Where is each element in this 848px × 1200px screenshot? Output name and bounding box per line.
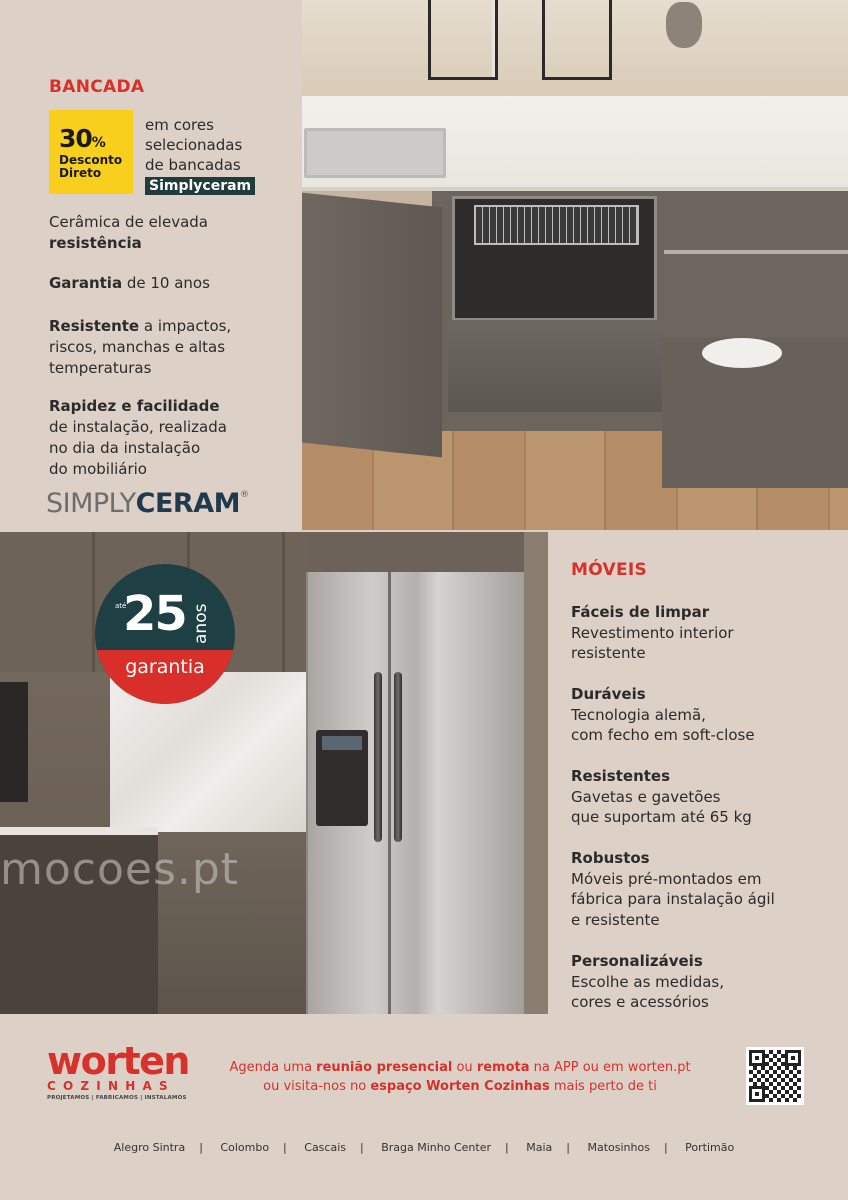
kitchen-fridge-photo — [0, 532, 548, 1014]
worten-logo[interactable]: worten — [47, 1039, 189, 1083]
promo-text: em cores selecionadas de bancadas Simplyceram — [145, 115, 255, 195]
store-list: Alegro Sintra | Colombo | Cascais | Braga Minho Center | Maia | Matosinhos | Portimão — [113, 1141, 735, 1154]
warranty-label: garantia — [125, 656, 205, 678]
feature-resistant: Resistente a impactos, riscos, manchas e altas temperaturas — [49, 317, 232, 377]
moveis-item-durable: Duráveis Tecnologia alemã, com fecho em soft-close — [571, 685, 755, 744]
moveis-item-customizable: Personalizáveis Escolhe as medidas, cores e acessórios — [571, 952, 724, 1011]
store-portimao: Portimão — [685, 1141, 735, 1154]
simplyceram-logo: SIMPLYCERAM® — [46, 488, 249, 519]
watermark-text: mocoes.pt — [0, 844, 240, 895]
discount-label: Desconto Direto — [59, 153, 123, 180]
store-maia: Maia — [526, 1141, 553, 1154]
feature-warranty: Garantia de 10 anos — [49, 274, 210, 292]
store-alegro-sintra: Alegro Sintra — [113, 1141, 186, 1154]
warranty-badge: até 25 anos garantia — [95, 564, 235, 704]
moveis-item-resistant: Resistentes Gavetas e gavetões que suportam até 65 kg — [571, 767, 752, 826]
feature-fast-install: Rapidez e facilidade de instalação, realizada no dia da instalação do mobiliário — [49, 397, 227, 478]
store-braga-minho-center: Braga Minho Center — [381, 1141, 491, 1154]
discount-percent: 30% — [59, 124, 105, 153]
kitchen-countertop-photo — [302, 0, 848, 530]
store-matosinhos: Matosinhos — [587, 1141, 650, 1154]
feature-ceramic: Cerâmica de elevada resistência — [49, 213, 208, 252]
promo-brand-tag: Simplyceram — [145, 177, 255, 195]
worten-tagline: PROJETAMOS | FABRICAMOS | INSTALAMOS — [47, 1095, 187, 1101]
worten-cozinhas-wordmark: COZINHAS — [47, 1079, 175, 1093]
qr-code[interactable] — [746, 1047, 804, 1105]
moveis-item-easy-clean: Fáceis de limpar Revestimento interior resistente — [571, 603, 734, 662]
bancada-panel — [0, 0, 302, 530]
store-cascais: Cascais — [304, 1141, 346, 1154]
call-to-action: Agenda uma reunião presencial ou remota na APP ou em worten.pt ou visita-nos no espaço Worten Cozinhas mais perto de ti — [229, 1060, 691, 1094]
moveis-item-robust: Robustos Móveis pré-montados em fábrica para instalação ágil e resistente — [571, 849, 775, 929]
moveis-title: MÓVEIS — [571, 560, 648, 580]
store-colombo: Colombo — [220, 1141, 270, 1154]
bancada-title: BANCADA — [49, 77, 145, 97]
warranty-years: 25 — [123, 586, 186, 642]
discount-badge — [49, 110, 133, 194]
